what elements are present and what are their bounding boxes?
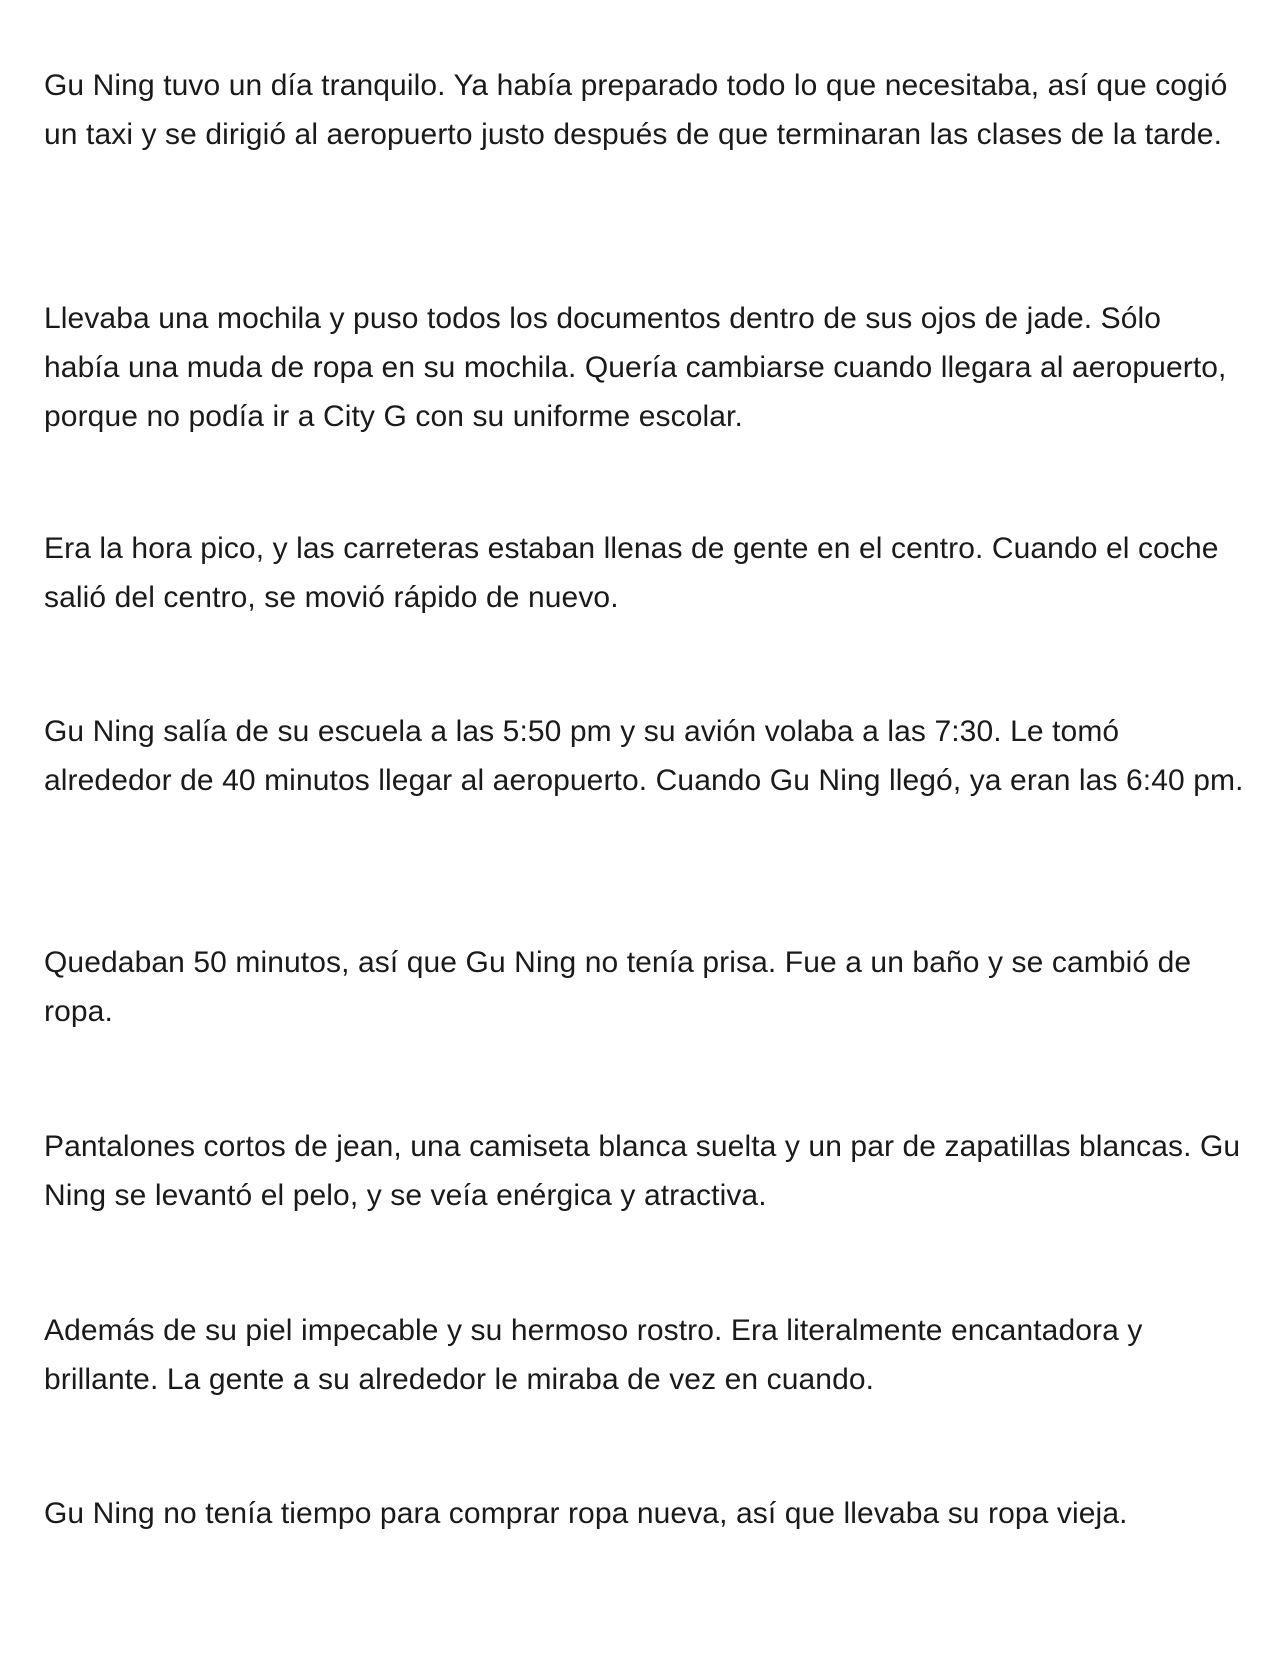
paragraph: Pantalones cortos de jean, una camiseta blanca suelta y un par de zapatillas blancas. Gu Ning se levantó el pelo, y se veía enérgica y atractiva. <box>44 1130 1241 1212</box>
paragraph: Quedaban 50 minutos, así que Gu Ning no tenía prisa. Fue a un baño y se cambió de ropa. <box>44 946 1192 1028</box>
paragraph: Llevaba una mochila y puso todos los documentos dentro de sus ojos de jade. Sólo había una muda de ropa en su mochila. Quería cambiarse cuando llegara al aeropuerto, porque no podía ir a City G con su uniforme escolar. <box>44 302 1227 433</box>
paragraph: Gu Ning tuvo un día tranquilo. Ya había preparado todo lo que necesitaba, así que cogió un taxi y se dirigió al aeropuerto justo después de que terminaran las clases de la tarde. <box>44 69 1228 151</box>
paragraph: Era la hora pico, y las carreteras estaban llenas de gente en el centro. Cuando el coche salió del centro, se movió rápido de nuevo. <box>44 532 1219 614</box>
paragraph: Gu Ning no tenía tiempo para comprar ropa nueva, así que llevaba su ropa vieja. <box>44 1497 1128 1530</box>
paragraph: Gu Ning salía de su escuela a las 5:50 pm y su avión volaba a las 7:30. Le tomó alrededor de 40 minutos llegar al aeropuerto. Cuando Gu Ning llegó, ya eran las 6:40 pm. <box>44 715 1244 797</box>
paragraph: Además de su piel impecable y su hermoso rostro. Era literalmente encantadora y brillante. La gente a su alrededor le miraba de vez en cuando. <box>44 1314 1143 1396</box>
